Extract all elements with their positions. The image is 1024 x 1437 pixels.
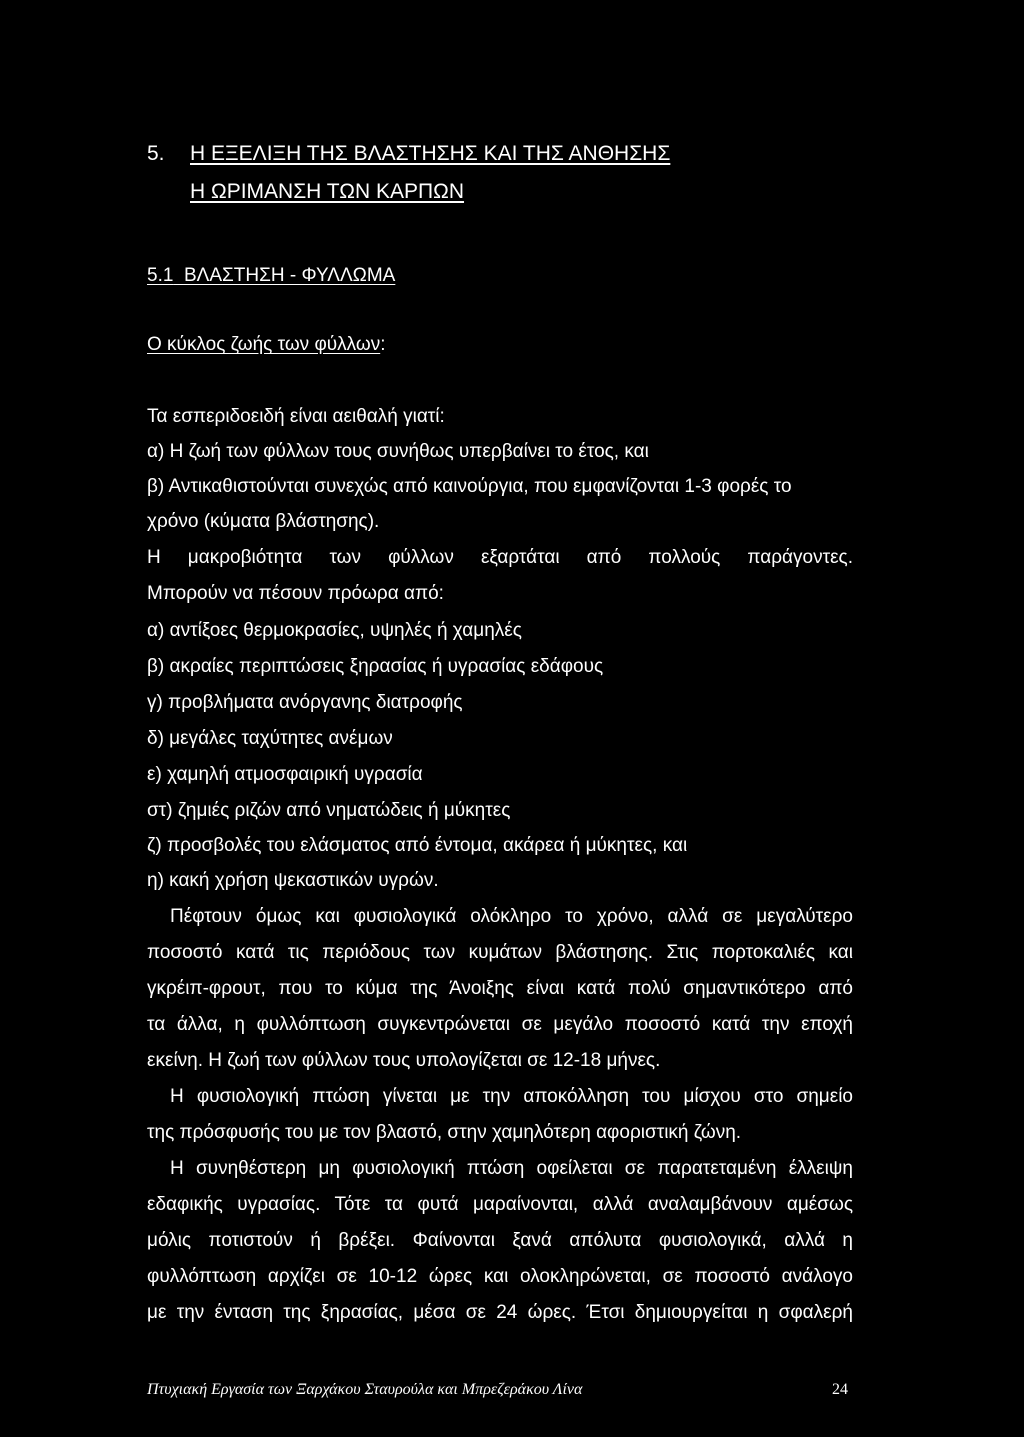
heading-number: 5. — [147, 142, 165, 165]
cause-item: ζ) προσβολές του ελάσματος από έντομα, ακάρεα ή μύκητες, και — [147, 835, 688, 856]
longevity-line: Η μακροβιότητα των φύλλων εξαρτάται από πολλούς παράγοντες. — [147, 547, 853, 568]
intro-line: β) Αντικαθιστούνται συνεχώς από καινούργια, που εμφανίζονται 1-3 φορές το — [147, 476, 792, 497]
intro-line: Τα εσπεριδοειδή είναι αειθαλή γιατί: — [147, 406, 445, 427]
cause-item: β) ακραίες περιπτώσεις ξηρασίας ή υγρασίας εδάφους — [147, 656, 604, 677]
cause-item: ε) χαμηλή ατμοσφαιρική υγρασία — [147, 764, 423, 785]
section-title-colon: : — [380, 334, 386, 355]
section-title-text: Ο κύκλος ζωής των φύλλων — [147, 334, 381, 355]
subheading-number: 5.1 — [147, 265, 174, 286]
intro-line: χρόνο (κύματα βλάστησης). — [147, 511, 380, 532]
page-number: 24 — [832, 1381, 848, 1398]
cause-item: δ) μεγάλες ταχύτητες ανέμων — [147, 728, 393, 749]
paragraph-3-line: φυλλόπτωση αρχίζει σε 10-12 ώρες και ολοκληρώνεται, σε ποσοστό ανάλογο — [147, 1266, 853, 1287]
causes-intro: Μπορούν να πέσουν πρόωρα από: — [147, 583, 444, 604]
cause-item: α) αντίξοες θερμοκρασίες, υψηλές ή χαμηλές — [147, 620, 522, 641]
footer-text: Πτυχιακή Εργασία των Ξαρχάκου Σταυρούλα και Μπρεζεράκου Λίνα — [147, 1381, 583, 1398]
paragraph-3-line: με την ένταση της ξηρασίας, μέσα σε 24 ώρες. Έτσι δημιουργείται η σφαλερή — [147, 1302, 853, 1323]
paragraph-2-line: Η φυσιολογική πτώση γίνεται με την αποκόλληση του μίσχου στο σημείο — [170, 1086, 853, 1107]
paragraph-1-line: Πέφτουν όμως και φυσιολογικά ολόκληρο το χρόνο, αλλά σε μεγαλύτερο — [170, 906, 853, 927]
paragraph-2-last-line: της πρόσφυσής του με τον βλαστό, στην χαμηλότερη αφοριστική ζώνη. — [147, 1122, 742, 1143]
cause-item: γ) προβλήματα ανόργανης διατροφής — [147, 692, 463, 713]
subheading-title: ΒΛΑΣΤΗΣΗ - ΦΥΛΛΩΜΑ — [183, 265, 396, 286]
heading-line-2: Η ΩΡΙΜΑΝΣΗ ΤΩΝ ΚΑΡΠΩΝ — [190, 180, 465, 203]
paragraph-3-line: μόλις ποτιστούν ή βρέξει. Φαίνονται ξανά απόλυτα φυσιολογικά, αλλά η — [147, 1230, 853, 1251]
cause-item: στ) ζημιές ριζών από νηματώδεις ή μύκητες — [147, 800, 511, 821]
paragraph-3-line: εδαφικής υγρασίας. Τότε τα φυτά μαραίνονται, αλλά αναλαμβάνουν αμέσως — [147, 1194, 853, 1215]
paragraph-3-line: Η συνηθέστερη μη φυσιολογική πτώση οφείλεται σε παρατεταμένη έλλειψη — [170, 1158, 853, 1179]
subheading — [147, 264, 395, 288]
section-title — [147, 333, 386, 357]
cause-item: η) κακή χρήση ψεκαστικών υγρών. — [147, 870, 439, 891]
paragraph-1-last-line: εκείνη. Η ζωή των φύλλων τους υπολογίζεται σε 12-18 μήνες. — [147, 1050, 661, 1071]
heading-line-1: Η ΕΞΕΛΙΞΗ ΤΗΣ ΒΛΑΣΤΗΣΗΣ ΚΑΙ ΤΗΣ ΑΝΘΗΣΗΣ — [190, 142, 671, 165]
paragraph-1-line: γκρέιπ-φρουτ, που το κύμα της Άνοιξης είναι κατά πολύ σημαντικότερο από — [147, 978, 853, 999]
paragraph-1-line: ποσοστό κατά τις περιόδους των κυμάτων βλάστησης. Στις πορτοκαλιές και — [147, 942, 853, 963]
intro-line: α) Η ζωή των φύλλων τους συνήθως υπερβαίνει το έτος, και — [147, 441, 649, 462]
paragraph-1-line: τα άλλα, η φυλλόπτωση συγκεντρώνεται σε μεγάλο ποσοστό κατά την εποχή — [147, 1014, 853, 1035]
